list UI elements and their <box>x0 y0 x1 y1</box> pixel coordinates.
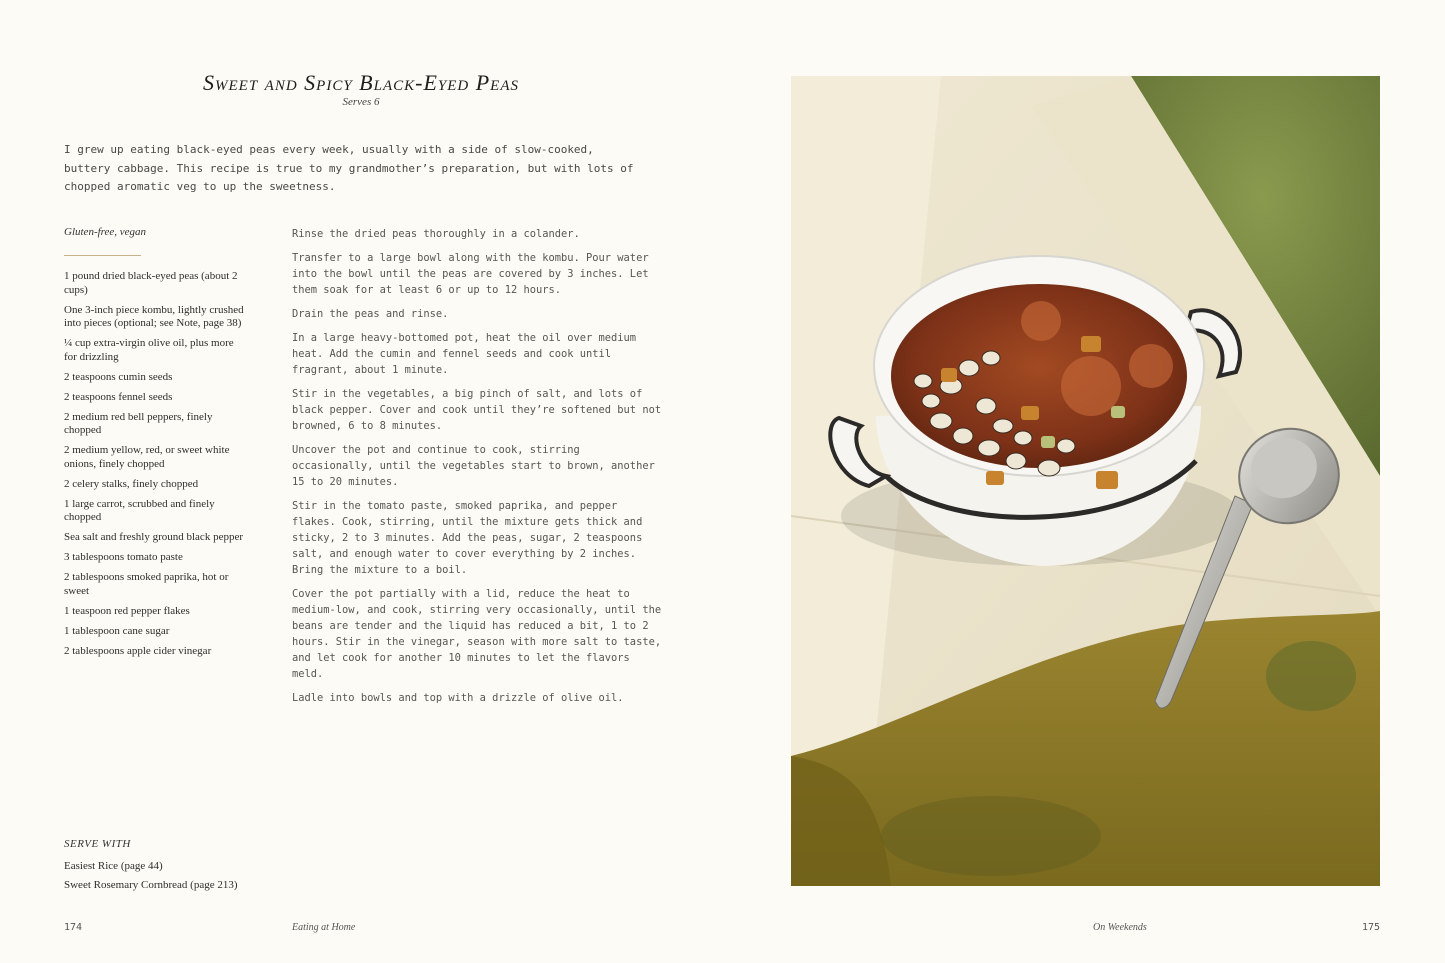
method-steps <box>292 226 664 714</box>
ingredient-list <box>64 270 244 665</box>
method-step: Cover the pot partially with a lid, reduce the heat to medium-low, and cook, stirring very occasionally, until the beans are tender and the liquid has reduced a bit, 1 to 2 hours. Stir in the vinegar, season with more salt to taste, and let cook for another 10 minutes to let the flavors meld. <box>292 588 662 680</box>
method-step: Transfer to a large bowl along with the kombu. Pour water into the bowl until the peas are covered by 3 inches. Let them soak for at least 6 or up to 12 hours. <box>292 252 649 296</box>
ingredient-item: 2 tablespoons apple cider vinegar <box>64 644 212 657</box>
soup-bowl-illustration <box>791 76 1380 886</box>
ingredient-item: 2 medium red bell peppers, finely chopped <box>64 410 213 436</box>
ingredient-item: ¼ cup extra-virgin olive oil, plus more for drizzling <box>64 337 234 363</box>
serve-with-item: Easiest Rice (page 44) <box>64 860 163 872</box>
ingredient-item: 1 tablespoon cane sugar <box>64 624 170 637</box>
left-page-number: 174 <box>64 922 83 933</box>
method-step: Ladle into bowls and top with a drizzle of olive oil. <box>292 692 624 704</box>
ingredient-item: Sea salt and freshly ground black pepper <box>64 531 243 543</box>
ingredient-item: 2 teaspoons fennel seeds <box>64 390 173 403</box>
ingredient-item: 2 celery stalks, finely chopped <box>64 477 199 490</box>
ingredient-item: 2 tablespoons smoked paprika, hot or sweet <box>64 571 229 597</box>
divider-rule <box>64 255 141 256</box>
right-page-number: 175 <box>1362 922 1381 933</box>
method-step: Rinse the dried peas thoroughly in a colander. <box>292 228 580 240</box>
ingredient-item: 2 medium yellow, red, or sweet white onions, finely chopped <box>64 444 230 470</box>
right-running-head: On Weekends <box>1093 922 1147 933</box>
method-step: Drain the peas and rinse. <box>292 308 449 320</box>
ingredient-item: 1 large carrot, scrubbed and finely chopped <box>64 497 215 523</box>
recipe-intro: I grew up eating black-eyed peas every week, usually with a side of slow-cooked, buttery cabbage. This recipe is true to my grandmother’s preparation, but with lots of chopped aromatic veg to up the sweetness. <box>64 143 634 193</box>
ingredient-item: 2 teaspoons cumin seeds <box>64 370 173 383</box>
method-step: In a large heavy-bottomed pot, heat the oil over medium heat. Add the cumin and fennel seeds and cook until fragrant, about 1 minute. <box>292 332 637 376</box>
method-step: Uncover the pot and continue to cook, stirring occasionally, until the vegetables start to brown, another 15 to 20 minutes. <box>292 444 655 488</box>
ingredient-item: 1 pound dried black-eyed peas (about 2 cups) <box>64 270 238 296</box>
ingredient-item: One 3-inch piece kombu, lightly crushed into pieces (optional; see Note, page 38) <box>64 303 244 329</box>
serve-with-item: Sweet Rosemary Cornbread (page 213) <box>64 879 238 891</box>
serve-with-heading: SERVE WITH <box>64 838 131 850</box>
serves-count: Serves 6 <box>342 96 380 108</box>
left-running-head: Eating at Home <box>292 922 356 933</box>
recipe-photo <box>791 76 1380 886</box>
method-step: Stir in the vegetables, a big pinch of salt, and lots of black pepper. Cover and cook until they’re softened but not browned, 6 to 8 minutes. <box>292 388 662 432</box>
dietary-tags: Gluten-free, vegan <box>64 226 147 238</box>
ingredient-item: 1 teaspoon red pepper flakes <box>64 604 190 617</box>
serve-with-list <box>64 857 238 895</box>
ingredient-item: 3 tablespoons tomato paste <box>64 551 183 563</box>
method-step: Stir in the tomato paste, smoked paprika, and pepper flakes. Cook, stirring, until the mixture gets thick and sticky, 2 to 3 minutes. Add the peas, sugar, 2 teaspoons salt, and enough water to cover everything by 2 inches. Bring the mixture to a boil. <box>292 500 643 576</box>
recipe-title: Sweet and Spicy Black-Eyed Peas <box>203 70 519 95</box>
left-page <box>0 0 722 963</box>
